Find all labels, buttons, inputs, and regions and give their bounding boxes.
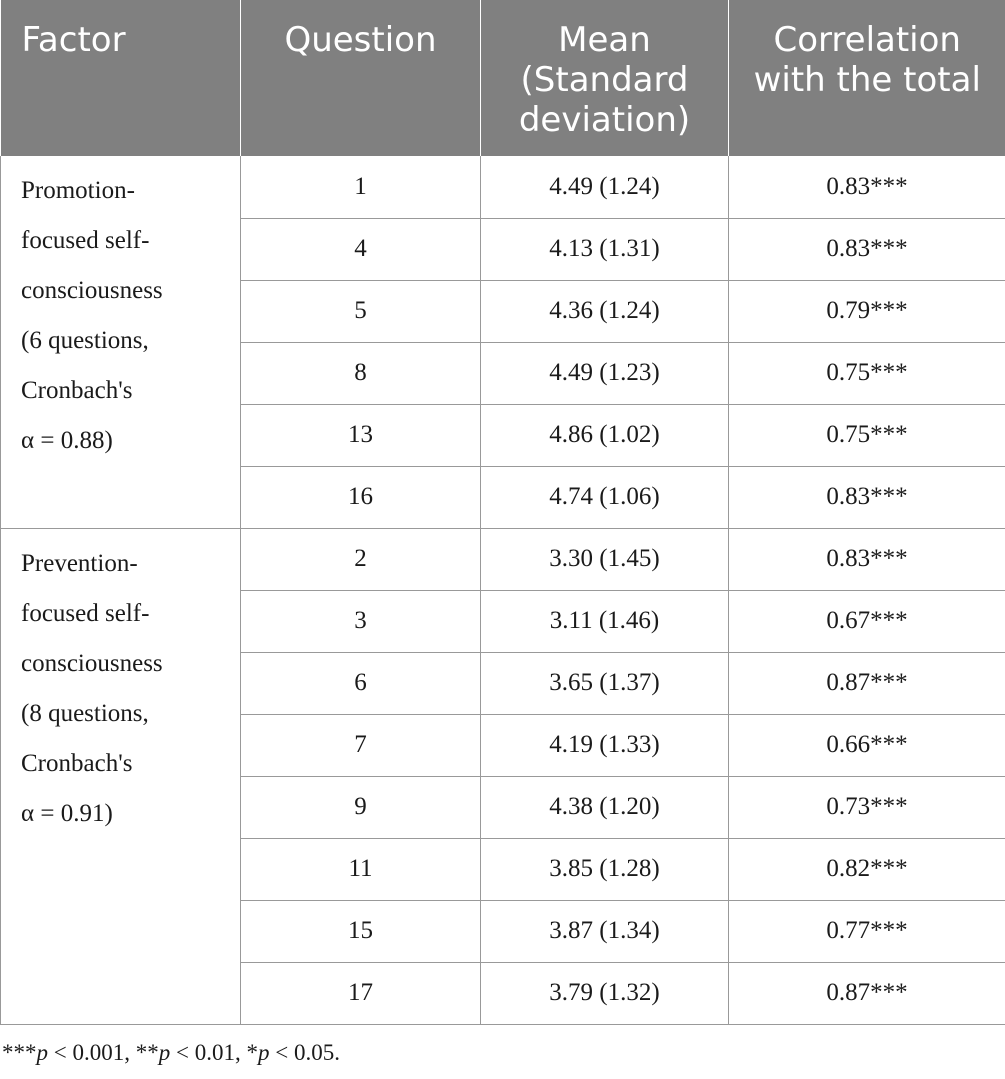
header-mean-line: Mean xyxy=(558,20,651,60)
mean-cell: 4.49 (1.23) xyxy=(481,342,729,404)
factor-line: Cronbach's xyxy=(21,749,133,777)
question-cell: 8 xyxy=(241,342,481,404)
question-cell: 17 xyxy=(241,962,481,1024)
question-cell: 5 xyxy=(241,280,481,342)
mean-cell: 3.79 (1.32) xyxy=(481,962,729,1024)
question-cell: 2 xyxy=(241,528,481,590)
table-body xyxy=(1,156,1005,1024)
header-correlation xyxy=(729,0,1005,156)
mean-cell: 3.65 (1.37) xyxy=(481,652,729,714)
question-cell: 6 xyxy=(241,652,481,714)
factor-line: (8 questions, xyxy=(21,699,149,727)
header-mean-line: (Standard xyxy=(520,60,689,100)
correlation-cell: 0.73*** xyxy=(729,776,1005,838)
mean-cell: 4.74 (1.06) xyxy=(481,466,729,528)
correlation-cell: 0.83*** xyxy=(729,156,1005,218)
mean-cell: 3.87 (1.34) xyxy=(481,900,729,962)
correlation-cell: 0.83*** xyxy=(729,218,1005,280)
correlation-cell: 0.66*** xyxy=(729,714,1005,776)
header-corr-line: with the total xyxy=(753,60,981,100)
mean-cell: 4.38 (1.20) xyxy=(481,776,729,838)
question-cell: 13 xyxy=(241,404,481,466)
table-row xyxy=(1,156,1005,218)
question-cell: 4 xyxy=(241,218,481,280)
factor-line: Cronbach's xyxy=(21,377,133,404)
factor-line: α = 0.88) xyxy=(21,427,113,454)
mean-cell: 4.13 (1.31) xyxy=(481,218,729,280)
factor-cell xyxy=(1,528,241,1024)
header-corr-line: Correlation xyxy=(773,20,961,60)
factor-line: (6 questions, xyxy=(21,327,149,354)
question-cell: 3 xyxy=(241,590,481,652)
correlation-cell: 0.79*** xyxy=(729,280,1005,342)
factor-line: Prevention- xyxy=(21,549,138,577)
correlation-cell: 0.87*** xyxy=(729,652,1005,714)
correlation-cell: 0.67*** xyxy=(729,590,1005,652)
mean-cell: 3.85 (1.28) xyxy=(481,838,729,900)
header-mean xyxy=(481,0,729,156)
table-header xyxy=(1,0,1005,156)
mean-cell: 3.11 (1.46) xyxy=(481,590,729,652)
correlation-cell: 0.83*** xyxy=(729,466,1005,528)
correlation-cell: 0.77*** xyxy=(729,900,1005,962)
factor-line: consciousness xyxy=(21,649,163,677)
question-cell: 15 xyxy=(241,900,481,962)
factor-line: consciousness xyxy=(21,277,163,304)
header-question: Question xyxy=(241,0,481,156)
mean-cell: 4.36 (1.24) xyxy=(481,280,729,342)
question-cell: 9 xyxy=(241,776,481,838)
correlation-cell: 0.83*** xyxy=(729,528,1005,590)
correlation-cell: 0.75*** xyxy=(729,404,1005,466)
factor-line: Promotion- xyxy=(21,177,135,204)
correlation-cell: 0.75*** xyxy=(729,342,1005,404)
question-cell: 1 xyxy=(241,156,481,218)
factor-line: α = 0.91) xyxy=(21,799,113,827)
factor-line: focused self- xyxy=(21,227,150,254)
factor-line: focused self- xyxy=(21,599,150,627)
mean-cell: 4.86 (1.02) xyxy=(481,404,729,466)
table-footnote: ***p < 0.001, **p < 0.01, *p < 0.05. xyxy=(2,1040,340,1065)
mean-cell: 4.49 (1.24) xyxy=(481,156,729,218)
question-cell: 16 xyxy=(241,466,481,528)
correlation-cell: 0.87*** xyxy=(729,962,1005,1024)
correlation-cell: 0.82*** xyxy=(729,838,1005,900)
table-row xyxy=(1,528,1005,590)
mean-cell: 4.19 (1.33) xyxy=(481,714,729,776)
question-cell: 7 xyxy=(241,714,481,776)
mean-cell: 3.30 (1.45) xyxy=(481,528,729,590)
header-factor: Factor xyxy=(1,0,241,156)
header-mean-line: deviation) xyxy=(518,100,691,140)
question-cell: 11 xyxy=(241,838,481,900)
factor-cell xyxy=(1,156,241,528)
